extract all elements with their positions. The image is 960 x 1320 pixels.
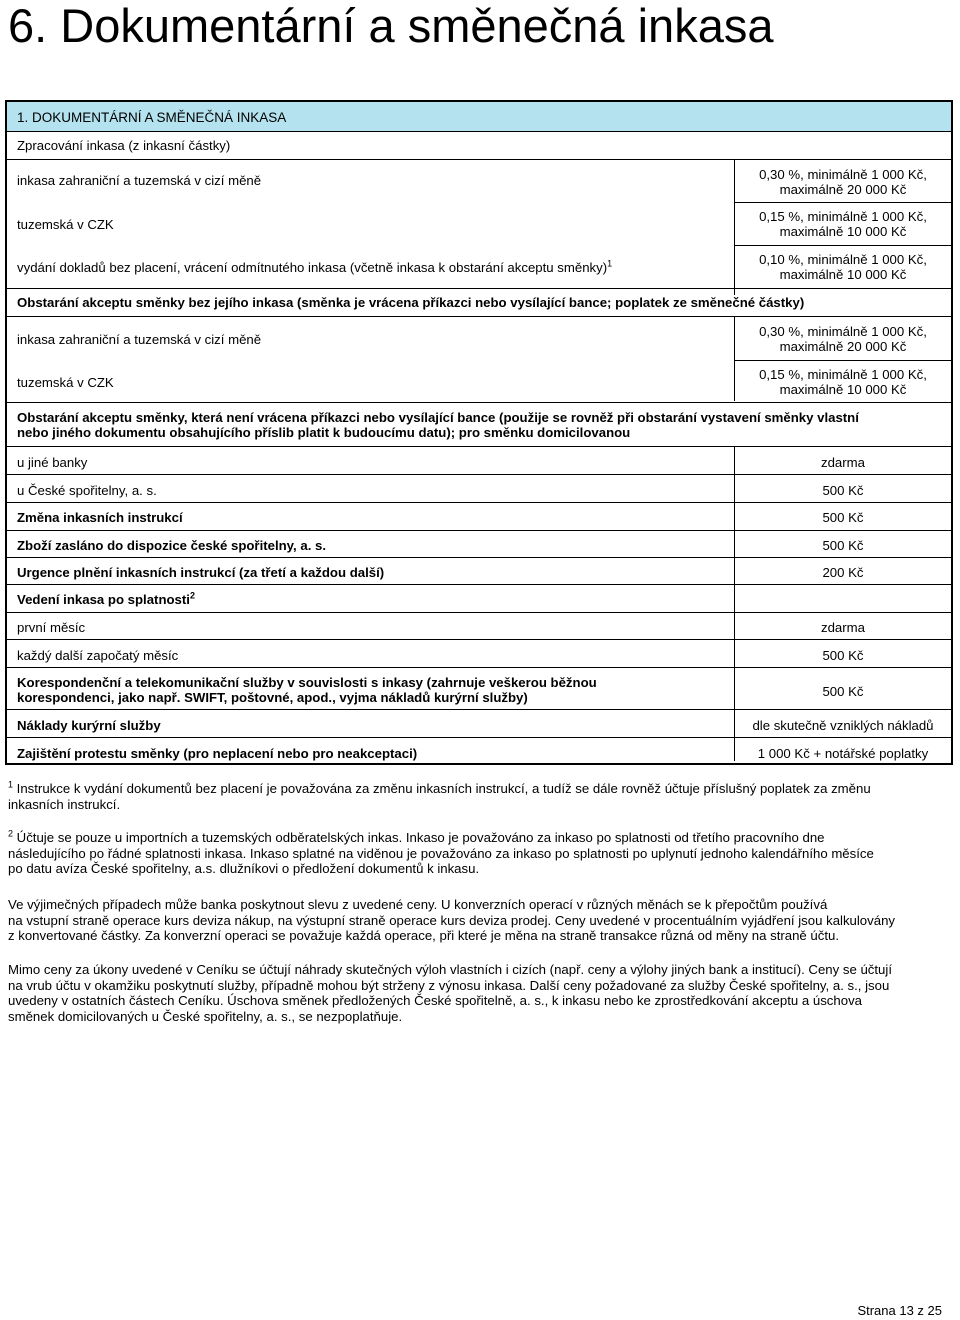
table-row-label: u České spořitelny, a. s. xyxy=(17,483,157,498)
processing-row-price: 0,15 %, minimálně 1 000 Kč, maximálně 10 000 Kč xyxy=(759,209,927,239)
divider xyxy=(7,159,951,160)
maturity-row-label: každý další započatý měsíc xyxy=(17,648,179,663)
footnote-2: $^2$ Účtuje se pouze u importních a tuzemských odběratelských inkas. Inkaso je považováno za inkaso po splatnosti od třetího pracovního dne následujícího po řádné splatnosti inkasa. Inkaso splatné na viděnou je považováno za inkaso po splatnosti po uplynutí jednoho kalendářního měsíce po datu avíza České spořitelny, a.s. dlužníkovi o předložení dokumentů k inkasu. xyxy=(8,828,874,876)
footnote-1: $^1$ Instrukce k vydání dokumentů bez placení je považována za změnu inkasních instrukcí, a tudíž se dále rovněž účtuje příslušný poplatek za změnu inkasních instrukcí. xyxy=(8,779,871,812)
protest-label: Zajištění protestu směnky (pro neplacení nebo pro neakceptaci) xyxy=(17,746,418,761)
fee-table xyxy=(5,100,953,765)
divider xyxy=(7,709,951,710)
table-row-label: u jiné banky xyxy=(17,455,88,470)
divider xyxy=(7,737,951,738)
processing-row-label: inkasa zahraniční a tuzemská v cizí měně xyxy=(17,173,262,188)
divider xyxy=(7,667,951,668)
divider xyxy=(735,360,951,361)
processing-row-price: 0,30 %, minimálně 1 000 Kč, maximálně 20 000 Kč xyxy=(759,167,927,197)
divider xyxy=(7,530,951,531)
table-row-price: 200 Kč xyxy=(822,565,864,580)
maturity-row-label: první měsíc xyxy=(17,620,86,635)
acceptance-row-label: inkasa zahraniční a tuzemská v cizí měně xyxy=(17,332,262,347)
protest-price: 1 000 Kč + notářské poplatky xyxy=(757,746,929,761)
page-number: Strana 13 z 25 xyxy=(857,1303,942,1318)
divider xyxy=(7,474,951,475)
divider xyxy=(7,402,951,403)
correspondence-label: Korespondenční a telekomunikační služby v souvislosti s inkasy (zahrnuje veškerou běžnou korespondenci, jako např. SWIFT, poštovné, apod., vyjma nákladů kurýrní služby) xyxy=(17,675,597,705)
paragraph-other-costs: Mimo ceny za úkony uvedené v Ceníku se účtují náhrady skutečných výloh vlastních i cizích (např. ceny a výlohy jiných bank a institucí). Ceny se účtují na vrub účtu v okamžiku poskytnutí služby, případně mohou být strženy z výnosu inkasa. Další ceny požadované za služby České spořitelny, a. s., jsou uvedeny v ostatních částech Ceníku. Úschova směnek předložených České spořitelně, a. s., k inkasu nebo ke zprostředkování akceptu a úschova směnek domicilovaných u České spořitelny, a. s., se nezpoplatňuje. xyxy=(8,962,892,1024)
courier-price: dle skutečně vzniklých nákladů xyxy=(752,718,934,733)
acceptance-row-label: tuzemská v CZK xyxy=(17,375,114,390)
acceptance-row-price: 0,30 %, minimálně 1 000 Kč, maximálně 20 000 Kč xyxy=(759,324,927,354)
table-row-price: 500 Kč xyxy=(822,510,864,525)
page-title: 6. Dokumentární a směnečná inkasa xyxy=(8,0,774,52)
correspondence-price: 500 Kč xyxy=(822,684,864,699)
processing-row-label: tuzemská v CZK xyxy=(17,217,114,232)
divider xyxy=(7,316,951,317)
table-row-price: 500 Kč xyxy=(822,483,864,498)
maturity-title: Vedení inkasa po splatnosti$^2$ xyxy=(17,590,195,607)
divider xyxy=(735,245,951,246)
table-row-price: 500 Kč xyxy=(822,538,864,553)
divider xyxy=(7,584,951,585)
divider xyxy=(7,288,951,289)
divider xyxy=(7,502,951,503)
table-row-label: Zboží zasláno do dispozice české spořitelny, a. s. xyxy=(17,538,327,553)
divider xyxy=(7,612,951,613)
processing-title: Zpracování inkasa (z inkasní částky) xyxy=(17,138,231,153)
acceptance-row-price: 0,15 %, minimálně 1 000 Kč, maximálně 10 000 Kč xyxy=(759,367,927,397)
divider xyxy=(7,446,951,447)
divider xyxy=(735,202,951,203)
divider xyxy=(7,557,951,558)
processing-row-price: 0,10 %, minimálně 1 000 Kč, maximálně 10 000 Kč xyxy=(759,252,927,282)
table-row-price: zdarma xyxy=(821,455,865,470)
processing-row-label: vydání dokladů bez placení, vrácení odmítnutého inkasa (včetně inkasa k obstarání akceptu směnky)$^1$ xyxy=(17,258,613,275)
acceptance-not-returned-title: Obstarání akceptu směnky, která není vrácena příkazci nebo vysílající bance (použije se rovněž při obstarání vystavení směnky vlastní nebo jiného dokumentu obsahujícího příslib platit k budoucímu datu); pro směnku domicilovanou xyxy=(17,410,859,440)
maturity-row-price: 500 Kč xyxy=(822,648,864,663)
divider xyxy=(7,639,951,640)
maturity-row-price: zdarma xyxy=(821,620,865,635)
table-row-label: Změna inkasních instrukcí xyxy=(17,510,183,525)
acceptance-title: Obstarání akceptu směnky bez jejího inkasa (směnka je vrácena příkazci nebo vysílající bance; poplatek ze směnečné částky) xyxy=(17,295,805,310)
courier-label: Náklady kurýrní služby xyxy=(17,718,161,733)
section-header: 1. DOKUMENTÁRNÍ A SMĚNEČNÁ INKASA xyxy=(17,110,287,125)
paragraph-discounts: Ve výjimečných případech může banka poskytnout slevu z uvedené ceny. U konverzních operací v různých měnách se k přepočtům používá na vstupní straně operace kurs deviza nákup, na výstupní straně operace kurs deviza prodej. Ceny uvedené v procentuálním vyjádření jsou kalkulovány z konvertované částky. Za konverzní operaci se považuje každá operace, při které je měna na straně transakce různá od měny na straně účtu. xyxy=(8,897,896,943)
table-row-label: Urgence plnění inkasních instrukcí (za třetí a každou další) xyxy=(17,565,385,580)
